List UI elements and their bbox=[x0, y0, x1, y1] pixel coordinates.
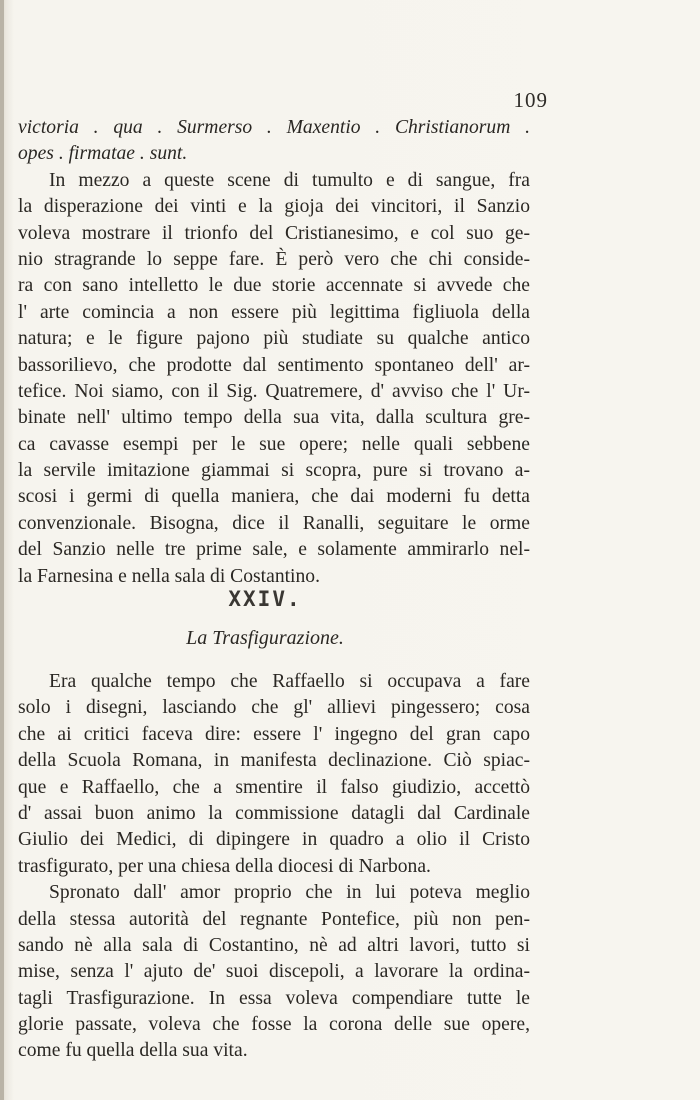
paragraph-1 bbox=[18, 115, 530, 590]
text-line: voleva mostrare il trionfo del Cristianesimo, e col suo ge- bbox=[18, 222, 530, 244]
text-line: solo i disegni, lasciando che gl' allievi pingessero; cosa bbox=[18, 697, 530, 719]
paragraph-2-and-3 bbox=[18, 669, 530, 1065]
text-line: que e Raffaello, che a smentire il falso giudizio, accettò bbox=[18, 776, 530, 798]
text-line: della Scuola Romana, in manifesta declinazione. Ciò spiac- bbox=[18, 750, 530, 772]
text-line: nio stragrande lo seppe fare. È però vero che chi conside- bbox=[18, 248, 530, 270]
section-title: La Trasfigurazione. bbox=[186, 627, 344, 649]
text-line: bassorilievo, che prodotte dal sentimento spontaneo dell' ar- bbox=[18, 354, 530, 376]
text-line: Spronato dall' amor proprio che in lui poteva meglio bbox=[49, 882, 530, 904]
text-line: convenzionale. Bisogna, dice il Ranalli, seguitare le orme bbox=[18, 512, 530, 534]
text-line: ca cavasse esempi per le sue opere; nelle quali sebbene bbox=[18, 433, 530, 455]
text-line: opes . firmatae . sunt. bbox=[18, 143, 188, 165]
text-line: natura; e le figure pajono più studiate su qualche antico bbox=[18, 328, 530, 350]
text-line: la disperazione dei vinti e la gioja dei vincitori, il Sanzio bbox=[18, 196, 530, 218]
text-line: trasfigurato, per una chiesa della diocesi di Narbona. bbox=[18, 855, 431, 877]
text-line: scosi i germi di quella maniera, che dai moderni fu detta bbox=[18, 486, 530, 508]
text-line: tefice. Noi siamo, con il Sig. Quatremere, d' avviso che l' Ur- bbox=[18, 380, 530, 402]
text-line: come fu quella della sua vita. bbox=[18, 1040, 248, 1062]
text-line: binate nell' ultimo tempo della sua vita, dalla scultura gre- bbox=[18, 407, 530, 429]
text-line: mise, senza l' ajuto de' suoi discepoli, a lavorare la ordina- bbox=[18, 961, 530, 983]
text-line: del Sanzio nelle tre prime sale, e solamente ammirarlo nel- bbox=[18, 539, 530, 561]
text-line: tagli Trasfigurazione. In essa voleva compendiare tutte le bbox=[18, 987, 530, 1009]
section-number: XXIV. bbox=[228, 587, 302, 611]
text-line: glorie passate, voleva che fosse la corona delle sue opere, bbox=[18, 1014, 530, 1036]
text-line: Era qualche tempo che Raffaello si occupava a fare bbox=[49, 671, 530, 692]
text-line: la Farnesina e nella sala di Costantino. bbox=[18, 565, 320, 587]
page-number: 109 bbox=[513, 88, 548, 112]
text-line: la servile imitazione giammai si scopra, pure si trovano a- bbox=[18, 460, 530, 482]
text-line: ra con sano intelletto le due storie accennate si avvede che bbox=[18, 275, 530, 297]
text-line: sando nè alla sala di Costantino, nè ad altri lavori, tutto si bbox=[18, 934, 530, 956]
page-spine-edge bbox=[0, 0, 4, 1100]
text-line: l' arte comincia a non essere più legittima figliuola della bbox=[18, 301, 530, 323]
text-line: della stessa autorità del regnante Pontefice, più non pen- bbox=[18, 908, 530, 930]
text-line: che ai critici faceva dire: essere l' ingegno del gran capo bbox=[18, 723, 530, 745]
text-line: Giulio dei Medici, di dipingere in quadro a olio il Cristo bbox=[18, 829, 530, 851]
text-line: In mezzo a queste scene di tumulto e di sangue, fra bbox=[49, 169, 530, 191]
text-line: victoria . qua . Surmerso . Maxentio . Christianorum . bbox=[18, 117, 530, 138]
text-line: d' assai buon animo la commissione datagli dal Cardinale bbox=[18, 802, 530, 824]
